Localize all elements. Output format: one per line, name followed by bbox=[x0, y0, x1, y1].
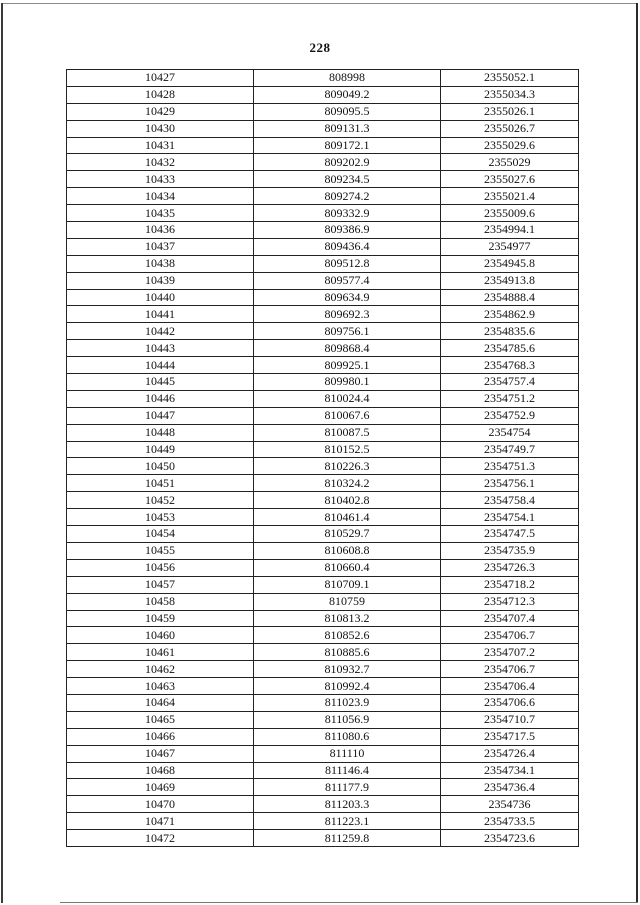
x-coordinate-cell: 809095.5 bbox=[254, 103, 441, 120]
table-row bbox=[67, 813, 579, 830]
point-number-cell: 10465 bbox=[67, 711, 254, 728]
point-number-cell: 10471 bbox=[67, 813, 254, 830]
x-coordinate-cell: 811223.1 bbox=[254, 813, 441, 830]
y-coordinate-cell: 2354710.7 bbox=[441, 711, 579, 728]
point-number-cell: 10443 bbox=[67, 340, 254, 357]
x-coordinate-cell: 809634.9 bbox=[254, 289, 441, 306]
table-row bbox=[67, 678, 579, 695]
point-number-cell: 10439 bbox=[67, 272, 254, 289]
table-row bbox=[67, 120, 579, 137]
x-coordinate-cell: 808998 bbox=[254, 70, 441, 87]
x-coordinate-cell: 810608.8 bbox=[254, 542, 441, 559]
x-coordinate-cell: 809512.8 bbox=[254, 255, 441, 272]
x-coordinate-cell: 809756.1 bbox=[254, 323, 441, 340]
page-edge-left bbox=[1, 3, 3, 903]
table-row bbox=[67, 779, 579, 796]
point-number-cell: 10469 bbox=[67, 779, 254, 796]
table-row bbox=[67, 424, 579, 441]
x-coordinate-cell: 811177.9 bbox=[254, 779, 441, 796]
point-number-cell: 10459 bbox=[67, 610, 254, 627]
point-number-cell: 10445 bbox=[67, 374, 254, 391]
point-number-cell: 10455 bbox=[67, 542, 254, 559]
table-row bbox=[67, 86, 579, 103]
point-number-cell: 10451 bbox=[67, 475, 254, 492]
table-row bbox=[67, 576, 579, 593]
y-coordinate-cell: 2354706.7 bbox=[441, 627, 579, 644]
x-coordinate-cell: 809436.4 bbox=[254, 238, 441, 255]
x-coordinate-cell: 811203.3 bbox=[254, 796, 441, 813]
x-coordinate-cell: 810709.1 bbox=[254, 576, 441, 593]
table-row bbox=[67, 661, 579, 678]
table-row bbox=[67, 323, 579, 340]
table-row bbox=[67, 796, 579, 813]
y-coordinate-cell: 2354712.3 bbox=[441, 593, 579, 610]
point-number-cell: 10470 bbox=[67, 796, 254, 813]
y-coordinate-cell: 2354752.9 bbox=[441, 407, 579, 424]
table-row bbox=[67, 238, 579, 255]
table-row bbox=[67, 188, 579, 205]
x-coordinate-cell: 809234.5 bbox=[254, 171, 441, 188]
y-coordinate-cell: 2354706.4 bbox=[441, 678, 579, 695]
point-number-cell: 10430 bbox=[67, 120, 254, 137]
point-number-cell: 10460 bbox=[67, 627, 254, 644]
table-row bbox=[67, 222, 579, 239]
x-coordinate-cell: 810992.4 bbox=[254, 678, 441, 695]
table-row bbox=[67, 492, 579, 509]
x-coordinate-cell: 810813.2 bbox=[254, 610, 441, 627]
y-coordinate-cell: 2354717.5 bbox=[441, 728, 579, 745]
table-row bbox=[67, 509, 579, 526]
x-coordinate-cell: 809172.1 bbox=[254, 137, 441, 154]
x-coordinate-cell: 809386.9 bbox=[254, 222, 441, 239]
table-row bbox=[67, 70, 579, 87]
y-coordinate-cell: 2354754 bbox=[441, 424, 579, 441]
table-row bbox=[67, 272, 579, 289]
x-coordinate-cell: 810529.7 bbox=[254, 526, 441, 543]
x-coordinate-cell: 810885.6 bbox=[254, 644, 441, 661]
table-row bbox=[67, 306, 579, 323]
y-coordinate-cell: 2355034.3 bbox=[441, 86, 579, 103]
y-coordinate-cell: 2354768.3 bbox=[441, 357, 579, 374]
y-coordinate-cell: 2354726.3 bbox=[441, 559, 579, 576]
point-number-cell: 10447 bbox=[67, 407, 254, 424]
point-number-cell: 10464 bbox=[67, 694, 254, 711]
point-number-cell: 10428 bbox=[67, 86, 254, 103]
point-number-cell: 10472 bbox=[67, 830, 254, 847]
y-coordinate-cell: 2354977 bbox=[441, 238, 579, 255]
x-coordinate-cell: 811110 bbox=[254, 745, 441, 762]
table-row bbox=[67, 289, 579, 306]
table-row bbox=[67, 593, 579, 610]
y-coordinate-cell: 2354913.8 bbox=[441, 272, 579, 289]
x-coordinate-cell: 810759 bbox=[254, 593, 441, 610]
x-coordinate-cell: 810461.4 bbox=[254, 509, 441, 526]
y-coordinate-cell: 2354706.7 bbox=[441, 661, 579, 678]
y-coordinate-cell: 2354994.1 bbox=[441, 222, 579, 239]
x-coordinate-cell: 809692.3 bbox=[254, 306, 441, 323]
y-coordinate-cell: 2354747.5 bbox=[441, 526, 579, 543]
point-number-cell: 10458 bbox=[67, 593, 254, 610]
coordinates-table bbox=[66, 69, 579, 847]
point-number-cell: 10448 bbox=[67, 424, 254, 441]
coordinates-table-body bbox=[67, 70, 579, 847]
y-coordinate-cell: 2354835.6 bbox=[441, 323, 579, 340]
table-row bbox=[67, 644, 579, 661]
y-coordinate-cell: 2354945.8 bbox=[441, 255, 579, 272]
table-row bbox=[67, 390, 579, 407]
x-coordinate-cell: 810852.6 bbox=[254, 627, 441, 644]
y-coordinate-cell: 2354718.2 bbox=[441, 576, 579, 593]
table-row bbox=[67, 694, 579, 711]
point-number-cell: 10440 bbox=[67, 289, 254, 306]
point-number-cell: 10450 bbox=[67, 458, 254, 475]
point-number-cell: 10454 bbox=[67, 526, 254, 543]
y-coordinate-cell: 2355029.6 bbox=[441, 137, 579, 154]
point-number-cell: 10429 bbox=[67, 103, 254, 120]
point-number-cell: 10427 bbox=[67, 70, 254, 87]
page-edge-right bbox=[636, 3, 638, 903]
point-number-cell: 10453 bbox=[67, 509, 254, 526]
point-number-cell: 10433 bbox=[67, 171, 254, 188]
point-number-cell: 10431 bbox=[67, 137, 254, 154]
point-number-cell: 10463 bbox=[67, 678, 254, 695]
table-row bbox=[67, 610, 579, 627]
table-row bbox=[67, 475, 579, 492]
x-coordinate-cell: 810087.5 bbox=[254, 424, 441, 441]
x-coordinate-cell: 811080.6 bbox=[254, 728, 441, 745]
y-coordinate-cell: 2355027.6 bbox=[441, 171, 579, 188]
table-row bbox=[67, 627, 579, 644]
x-coordinate-cell: 811146.4 bbox=[254, 762, 441, 779]
x-coordinate-cell: 809868.4 bbox=[254, 340, 441, 357]
x-coordinate-cell: 809131.3 bbox=[254, 120, 441, 137]
x-coordinate-cell: 811056.9 bbox=[254, 711, 441, 728]
table-row bbox=[67, 171, 579, 188]
y-coordinate-cell: 2354756.1 bbox=[441, 475, 579, 492]
table-row bbox=[67, 441, 579, 458]
y-coordinate-cell: 2354758.4 bbox=[441, 492, 579, 509]
table-row bbox=[67, 762, 579, 779]
x-coordinate-cell: 810067.6 bbox=[254, 407, 441, 424]
point-number-cell: 10466 bbox=[67, 728, 254, 745]
page-edge-top bbox=[2, 3, 638, 4]
x-coordinate-cell: 809332.9 bbox=[254, 205, 441, 222]
y-coordinate-cell: 2354707.2 bbox=[441, 644, 579, 661]
table-row bbox=[67, 745, 579, 762]
table-row bbox=[67, 374, 579, 391]
point-number-cell: 10437 bbox=[67, 238, 254, 255]
point-number-cell: 10441 bbox=[67, 306, 254, 323]
table-row bbox=[67, 542, 579, 559]
y-coordinate-cell: 2354723.6 bbox=[441, 830, 579, 847]
table-row bbox=[67, 458, 579, 475]
point-number-cell: 10456 bbox=[67, 559, 254, 576]
y-coordinate-cell: 2354751.2 bbox=[441, 390, 579, 407]
table-row bbox=[67, 407, 579, 424]
x-coordinate-cell: 811259.8 bbox=[254, 830, 441, 847]
y-coordinate-cell: 2355026.7 bbox=[441, 120, 579, 137]
table-row bbox=[67, 103, 579, 120]
x-coordinate-cell: 810402.8 bbox=[254, 492, 441, 509]
y-coordinate-cell: 2354735.9 bbox=[441, 542, 579, 559]
y-coordinate-cell: 2354726.4 bbox=[441, 745, 579, 762]
x-coordinate-cell: 811023.9 bbox=[254, 694, 441, 711]
page-edge-bottom bbox=[60, 902, 638, 903]
point-number-cell: 10457 bbox=[67, 576, 254, 593]
point-number-cell: 10467 bbox=[67, 745, 254, 762]
x-coordinate-cell: 809925.1 bbox=[254, 357, 441, 374]
x-coordinate-cell: 809577.4 bbox=[254, 272, 441, 289]
point-number-cell: 10462 bbox=[67, 661, 254, 678]
point-number-cell: 10446 bbox=[67, 390, 254, 407]
table-row bbox=[67, 357, 579, 374]
point-number-cell: 10452 bbox=[67, 492, 254, 509]
y-coordinate-cell: 2354707.4 bbox=[441, 610, 579, 627]
x-coordinate-cell: 810024.4 bbox=[254, 390, 441, 407]
x-coordinate-cell: 810660.4 bbox=[254, 559, 441, 576]
table-row bbox=[67, 711, 579, 728]
point-number-cell: 10468 bbox=[67, 762, 254, 779]
x-coordinate-cell: 810226.3 bbox=[254, 458, 441, 475]
table-row bbox=[67, 559, 579, 576]
page-number: 228 bbox=[309, 40, 331, 55]
point-number-cell: 10444 bbox=[67, 357, 254, 374]
y-coordinate-cell: 2355026.1 bbox=[441, 103, 579, 120]
y-coordinate-cell: 2354757.4 bbox=[441, 374, 579, 391]
table-row bbox=[67, 526, 579, 543]
y-coordinate-cell: 2355052.1 bbox=[441, 70, 579, 87]
point-number-cell: 10436 bbox=[67, 222, 254, 239]
y-coordinate-cell: 2354734.1 bbox=[441, 762, 579, 779]
x-coordinate-cell: 809202.9 bbox=[254, 154, 441, 171]
y-coordinate-cell: 2355009.6 bbox=[441, 205, 579, 222]
y-coordinate-cell: 2354736 bbox=[441, 796, 579, 813]
y-coordinate-cell: 2354751.3 bbox=[441, 458, 579, 475]
point-number-cell: 10461 bbox=[67, 644, 254, 661]
table-row bbox=[67, 830, 579, 847]
x-coordinate-cell: 810324.2 bbox=[254, 475, 441, 492]
table-row bbox=[67, 728, 579, 745]
y-coordinate-cell: 2354862.9 bbox=[441, 306, 579, 323]
y-coordinate-cell: 2355029 bbox=[441, 154, 579, 171]
point-number-cell: 10442 bbox=[67, 323, 254, 340]
table-row bbox=[67, 340, 579, 357]
y-coordinate-cell: 2355021.4 bbox=[441, 188, 579, 205]
y-coordinate-cell: 2354888.4 bbox=[441, 289, 579, 306]
x-coordinate-cell: 810932.7 bbox=[254, 661, 441, 678]
x-coordinate-cell: 809049.2 bbox=[254, 86, 441, 103]
table-row bbox=[67, 205, 579, 222]
x-coordinate-cell: 809980.1 bbox=[254, 374, 441, 391]
point-number-cell: 10438 bbox=[67, 255, 254, 272]
y-coordinate-cell: 2354733.5 bbox=[441, 813, 579, 830]
point-number-cell: 10432 bbox=[67, 154, 254, 171]
point-number-cell: 10449 bbox=[67, 441, 254, 458]
y-coordinate-cell: 2354754.1 bbox=[441, 509, 579, 526]
y-coordinate-cell: 2354749.7 bbox=[441, 441, 579, 458]
point-number-cell: 10435 bbox=[67, 205, 254, 222]
table-row bbox=[67, 154, 579, 171]
y-coordinate-cell: 2354785.6 bbox=[441, 340, 579, 357]
y-coordinate-cell: 2354706.6 bbox=[441, 694, 579, 711]
point-number-cell: 10434 bbox=[67, 188, 254, 205]
table-row bbox=[67, 255, 579, 272]
x-coordinate-cell: 809274.2 bbox=[254, 188, 441, 205]
table-row bbox=[67, 137, 579, 154]
y-coordinate-cell: 2354736.4 bbox=[441, 779, 579, 796]
x-coordinate-cell: 810152.5 bbox=[254, 441, 441, 458]
